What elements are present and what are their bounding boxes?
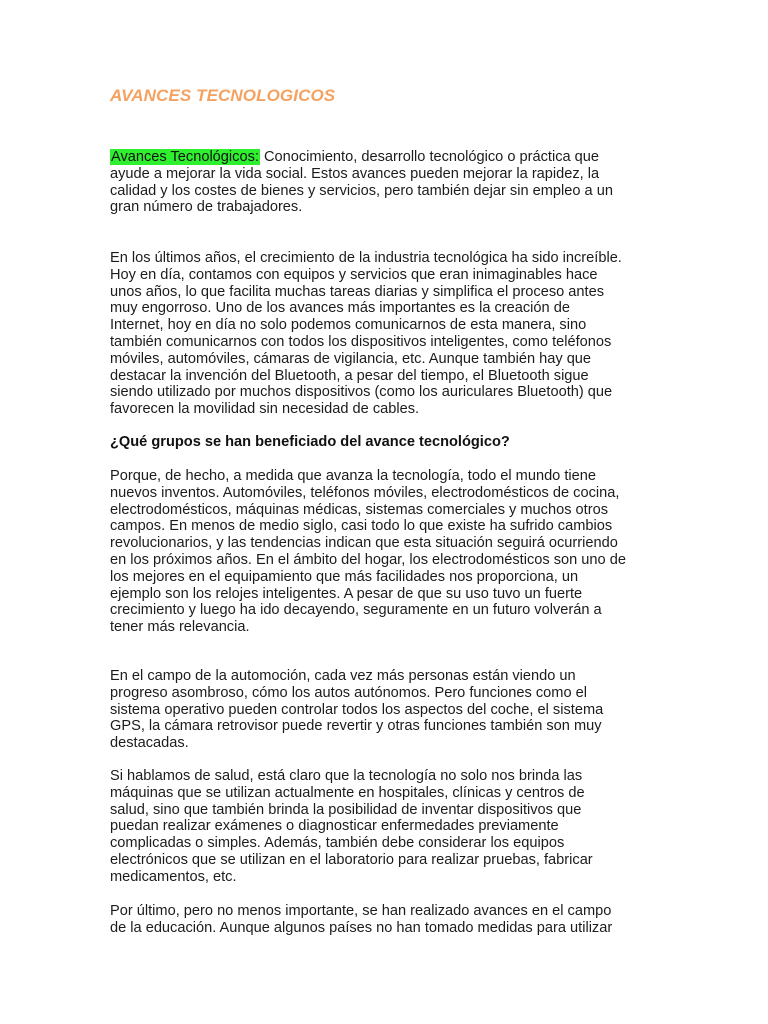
document-title: AVANCES TECNOLOGICOS [110, 86, 336, 105]
paragraph-line: En los últimos años, el crecimiento de la industria tecnológica ha sido increíble. [110, 250, 622, 266]
paragraph-line: en los próximos años. En el ámbito del hogar, los electrodomésticos son uno de [110, 551, 626, 568]
intro-paragraph [110, 149, 658, 216]
highlighted-term: Avances Tecnológicos: [111, 149, 259, 165]
intro-line-text: Conocimiento, desarrollo tecnológico o práctica que [259, 149, 600, 165]
paragraph-line: complicadas o simples. Además, también debe considerar los equipos [110, 835, 565, 852]
paragraph-line: nuevos inventos. Automóviles, teléfonos móviles, electrodomésticos de cocina, [110, 484, 620, 501]
paragraph-line: destacar la invención del Bluetooth, a pesar del tiempo, el Bluetooth sigue [110, 367, 589, 384]
paragraph-line: móviles, automóviles, cámaras de vigilancia, etc. Aunque también hay que [110, 350, 592, 367]
paragraph-line: medicamentos, etc. [110, 868, 237, 885]
paragraph-line: máquinas que se utilizan actualmente en hospitales, clínicas y centros de [110, 784, 585, 801]
paragraph-health [110, 768, 658, 886]
paragraph-line: electrodomésticos, máquinas médicas, sistemas comerciales y muchos otros [110, 501, 608, 518]
intro-line: ayude a mejorar la vida social. Estos avances pueden mejorar la rapidez, la [110, 165, 600, 182]
intro-line: gran número de trabajadores. [110, 199, 303, 216]
paragraph-line: Hoy en día, contamos con equipos y servicios que eran inimaginables hace [110, 266, 598, 283]
paragraph-line: progreso asombroso, cómo los autos autónomos. Pero funciones como el [110, 684, 587, 701]
paragraph-line: tener más relevancia. [110, 619, 250, 636]
paragraph-industry [110, 250, 658, 418]
paragraph-line: campos. En menos de medio siglo, casi todo lo que existe ha sufrido cambios [110, 518, 613, 535]
paragraph-line: unos años, lo que facilita muchas tareas diarias y simplifica el proceso antes [110, 283, 605, 300]
paragraph-line: En el campo de la automoción, cada vez más personas están viendo un [110, 668, 576, 684]
paragraph-line: Internet, hoy en día no solo podemos comunicarnos de esta manera, sino [110, 317, 587, 334]
paragraph-automotive [110, 668, 658, 752]
intro-line: calidad y los costes de bienes y servicios, pero también dejar sin empleo a un [110, 182, 613, 199]
paragraph-line: ejemplo son los relojes inteligentes. A pesar de que su uso tuvo un fuerte [110, 585, 583, 602]
paragraph-line: sistema operativo pueden controlar todos los aspectos del coche, el sistema [110, 701, 604, 718]
paragraph-line: muy engorroso. Uno de los avances más importantes es la creación de [110, 300, 570, 317]
paragraph-line: crecimiento y luego ha ido decayendo, seguramente en un futuro volverán a [110, 602, 602, 619]
paragraph-line: también comunicarnos con todos los dispositivos inteligentes, como teléfonos [110, 333, 612, 350]
paragraph-line: puedan realizar exámenes o diagnosticar enfermedades previamente [110, 818, 559, 835]
paragraph-line: Porque, de hecho, a medida que avanza la tecnología, todo el mundo tiene [110, 468, 596, 484]
paragraph-line: de la educación. Aunque algunos países no han tomado medidas para utilizar [110, 919, 613, 936]
paragraph-line: GPS, la cámara retrovisor puede revertir y otras funciones también son muy [110, 718, 602, 735]
paragraph-line: revolucionarios, y las tendencias indican que esta situación seguirá ocurriendo [110, 535, 618, 552]
paragraph-line: favorecen la movilidad sin necesidad de cables. [110, 401, 420, 418]
paragraph-line: salud, sino que también brinda la posibilidad de inventar dispositivos que [110, 801, 582, 818]
paragraph-line: Por último, pero no menos importante, se han realizado avances en el campo [110, 903, 612, 919]
intro-line [110, 149, 658, 166]
paragraph-line: siendo utilizado por muchos dispositivos (como los auriculares Bluetooth) que [110, 384, 613, 401]
paragraph-line: Si hablamos de salud, está claro que la tecnología no solo nos brinda las [110, 768, 583, 784]
paragraph-line: electrónicos que se utilizan en el laboratorio para realizar pruebas, fabricar [110, 851, 593, 868]
paragraph-line: destacadas. [110, 735, 189, 752]
paragraph-line: los mejores en el equipamiento que más facilidades nos proporciona, un [110, 568, 579, 585]
paragraph-education [110, 903, 658, 937]
section-heading: ¿Qué grupos se han beneficiado del avance tecnológico? [110, 434, 510, 450]
paragraph-beneficiaries [110, 468, 658, 636]
